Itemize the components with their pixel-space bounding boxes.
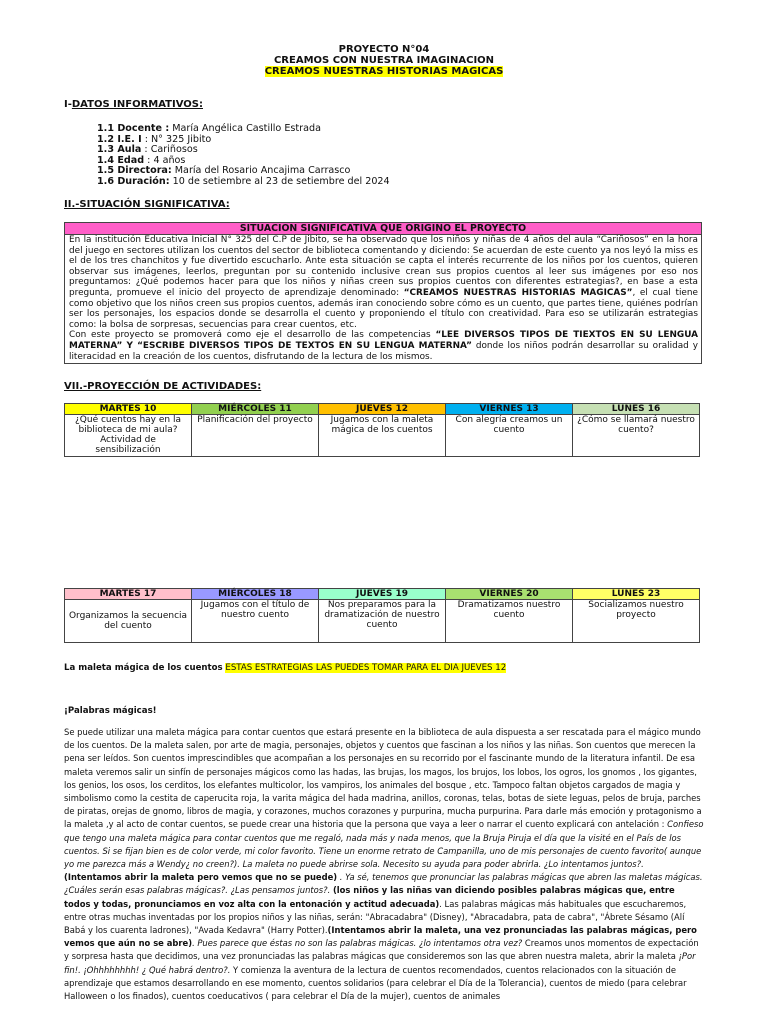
activities-week2-table — [64, 588, 700, 643]
project-number: PROYECTO N°04 — [338, 44, 430, 55]
info-row: 1.5 Directora: María del Rosario Ancajima Carrasco — [97, 165, 351, 177]
activity-cell: Nos preparamos para la dramatización de nuestro cuento — [319, 600, 446, 643]
activity-cell: Jugamos con el título de nuestro cuento — [192, 600, 319, 643]
info-row: 1.1 Docente : María Angélica Castillo Estrada — [97, 123, 321, 134]
day-header: VIERNES 20 — [446, 589, 573, 600]
activities-week1-table — [64, 403, 700, 457]
activity-cell: Socializamos nuestro proyecto — [573, 600, 700, 643]
activity-cell: ¿Cómo se llamará nuestro cuento? — [573, 415, 700, 457]
situacion-body: En la institución Educativa Inicial N° 325 del C.P de Jibito, se ha observado que los niños y niñas de 4 años del aula “Cariñosos” en la hora del juego en sectores utilizan los cuentos del sector de biblioteca comentando y diciendo: Se acuerdan de este cuento ya nos leyó la miss es el de los tres chanchitos y fue divertido escucharlo. Ante esta situación se capta el interés recurrente de los niños por los cuentos, quieren observar sus imágenes, leerlos, preguntan por su contenido inclusive crean sus propios cuentos al leer sus imágenes por eso nos preguntamos: ¿Qué podemos hacer para que los niños y niñas creen sus propios cuentos con diferentes estrategias?, en base a esta pregunta, promueve el inicio del proyecto de aprendizaje denominado: “CREAMOS NUESTRAS HISTORIAS MAGICAS”, el cual tiene como objetivo que los niños creen sus propios cuentos, además iran conociendo sobre cómo es un cuento, que partes tiene, quiénes podrían ser los personajes, los espacios donde se desarrolla el cuento y proponiendo el título con creatividad. Para eso se utilizarán estrategias como: la bolsa de sorpresas, secuencias para crear cuentos, etc. Con este proyecto se promoverá como eje el desarrollo de las competencias “LEE DIVERSOS TIPOS DE TIEXTOS EN SU LENGUA MATERNA” Y “ESCRIBE DIVERSOS TIPOS DE TEXTOS EN SU LENGUA MATERNA” donde los niños podrán desarrollar su oralidad y literacidad en la creación de los cuentos, disfrutando de la lectura de los mismos. — [69, 235, 698, 362]
section-datos-informativos — [64, 99, 203, 110]
info-row: 1.6 Duración: 10 de setiembre al 23 de setiembre del 2024 — [97, 175, 390, 187]
situacion-header: SITUACION SIGNIFICATIVA QUE ORIGINO EL PROYECTO — [65, 223, 701, 235]
activity-cell: Planificación del proyecto — [192, 415, 319, 457]
day-header: JUEVES 19 — [319, 589, 446, 600]
maleta-heading: La maleta mágica de los cuentos ESTAS ESTRATEGIAS LAS PUEDES TOMAR PARA EL DIA JUEVES 12 — [64, 663, 507, 673]
maleta-highlight: ESTAS ESTRATEGIAS LAS PUEDES TOMAR PARA EL DIA JUEVES 12 — [225, 663, 507, 673]
project-subtitle: CREAMOS CON NUESTRA IMAGINACION — [273, 55, 495, 66]
section-prefix: I- — [64, 99, 72, 110]
activity-cell: ¿Qué cuentos hay en la biblioteca de mi aula? Actividad de sensibilización — [65, 415, 192, 457]
section-title: DATOS INFORMATIVOS: — [71, 99, 203, 110]
story-text: Se puede utilizar una maleta mágica para contar cuentos que estará presente en la biblioteca de aula dispuesta a ser rescatada para el mágico mundo de los cuentos. De la maleta salen, por arte de magia, personajes, objetos y cuentos que fascinan a los niños y las niñas. Son cuentos que merecen la pena ser leídos. Son cuentos imprescindibles que acompañan a los personajes en su recorrido por el fascinante mundo de la literatura infantil. De esa maleta veremos salir un sinfín de personajes mágicos como las hadas, las brujas, los magos, los brujos, los lobos, los ogros, los gnomos , los gigantes, los genios, los osos, los cerditos, los elefantes multicolor, los vampiros, los animales del bosque , etc. Tampoco faltan objetos cargados de magia y simbolismo como la cestita de caperucita roja, la varita mágica del hada madrina, anillos, coronas, telas, botas de siete leguas, pelos de bruja, parches de piratas, orejas de gnomo, libros de magia, y corazones, muchos corazones y purpurina, mucha purpurina. Para darle más emoción y protagonismo a la maleta ,y al acto de contar cuentos, se puede crear una historia que la persona que vaya a leer o narrar el cuento explicará con antelación : Confieso que tengo una maleta mágica para contar cuentos que me regaló, nada más y nada menos, que la Bruja Piruja el día que la visité en el País de los cuentos. Si se fijan bien es de color verde, mi color favorito. Tiene un enorme retrato de Campanilla, uno de mis personajes de cuento favorito( aunque yo me parezca más a Wendy¿ no creen?). La maleta no puede abrirse sola. Necesito su ayuda para poder abrirla. ¿Lo intentamos juntos?. (Intentamos abrir la maleta pero vemos que no se puede) . Ya sé, tenemos que pronunciar las palabras mágicas que abren las maletas mágicas.¿Cuáles serán esas palabras mágicas?. ¿Las pensamos juntos?. (los niños y las niñas van diciendo posibles palabras mágicas que, entre todos y todas, pronunciamos en voz alta con la entonación y actitud adecuada). Las palabras mágicas más habituales que escucharemos, entre otras muchas inventadas por los propios niños y las niñas, serán: "Abracadabra" (Disney), "Abracadabra, pata de cabra", "Ábrete Sésamo (Alí Babá y los cuarenta ladrones), "Avada Kedavra" (Harry Potter).(Intentamos abrir la maleta, una vez pronunciadas las palabras mágicas, pero vemos que aún no se abre). Pues parece que éstas no son las palabras mágicas. ¿lo intentamos otra vez? Creamos unos momentos de expectación y sorpresa hasta que decidimos, una vez pronunciadas las palabras mágicas que consideremos son las que abren nuestra maleta, abrir la maleta ¡Por fin!. ¡Ohhhhhhhh! ¿ Qué habrá dentro?. Y comienza la aventura de la lectura de cuentos recomendados, cuentos relacionados con la situación de aprendizaje que estamos desarrollando en ese momento, cuentos solidarios (para celebrar el Día de la Tolerancia), cuentos de miedo (para celebrar Halloween o los finados), cuentos coeducativos ( para celebrar el Día de la mujer), cuentos de animales — [64, 727, 704, 1002]
section-proyeccion — [64, 381, 261, 392]
project-title — [0, 66, 768, 77]
section-title: VII.-PROYECCIÓN DE ACTIVIDADES: — [64, 381, 262, 392]
day-header: MARTES 10 — [65, 404, 192, 415]
info-row: 1.2 I.E. I : N° 325 Jibito — [97, 133, 212, 145]
day-header: VIERNES 13 — [446, 404, 573, 415]
activity-cell: Con alegría creamos un cuento — [446, 415, 573, 457]
info-row: 1.4 Edad : 4 años — [97, 154, 186, 166]
situacion-box — [64, 222, 702, 364]
project-title-text: CREAMOS NUESTRAS HISTORIAS MAGICAS — [264, 66, 504, 77]
day-header: JUEVES 12 — [319, 404, 446, 415]
section-situacion — [64, 199, 230, 210]
day-header: LUNES 23 — [573, 589, 700, 600]
day-header: MIÉRCOLES 18 — [192, 589, 319, 600]
day-header: LUNES 16 — [573, 404, 700, 415]
section-title: II.-SITUACIÓN SIGNIFICATIVA: — [64, 199, 230, 210]
day-header: MIÉRCOLES 11 — [192, 404, 319, 415]
activity-cell: Organizamos la secuencia del cuento — [65, 600, 192, 643]
info-row: 1.3 Aula : Cariñosos — [97, 144, 198, 156]
info-list — [97, 124, 390, 188]
palabras-title: ¡Palabras mágicas! — [64, 706, 157, 716]
day-header: MARTES 17 — [65, 589, 192, 600]
activity-cell: Dramatizamos nuestro cuento — [446, 600, 573, 643]
activity-cell: Jugamos con la maleta mágica de los cuentos — [319, 415, 446, 457]
